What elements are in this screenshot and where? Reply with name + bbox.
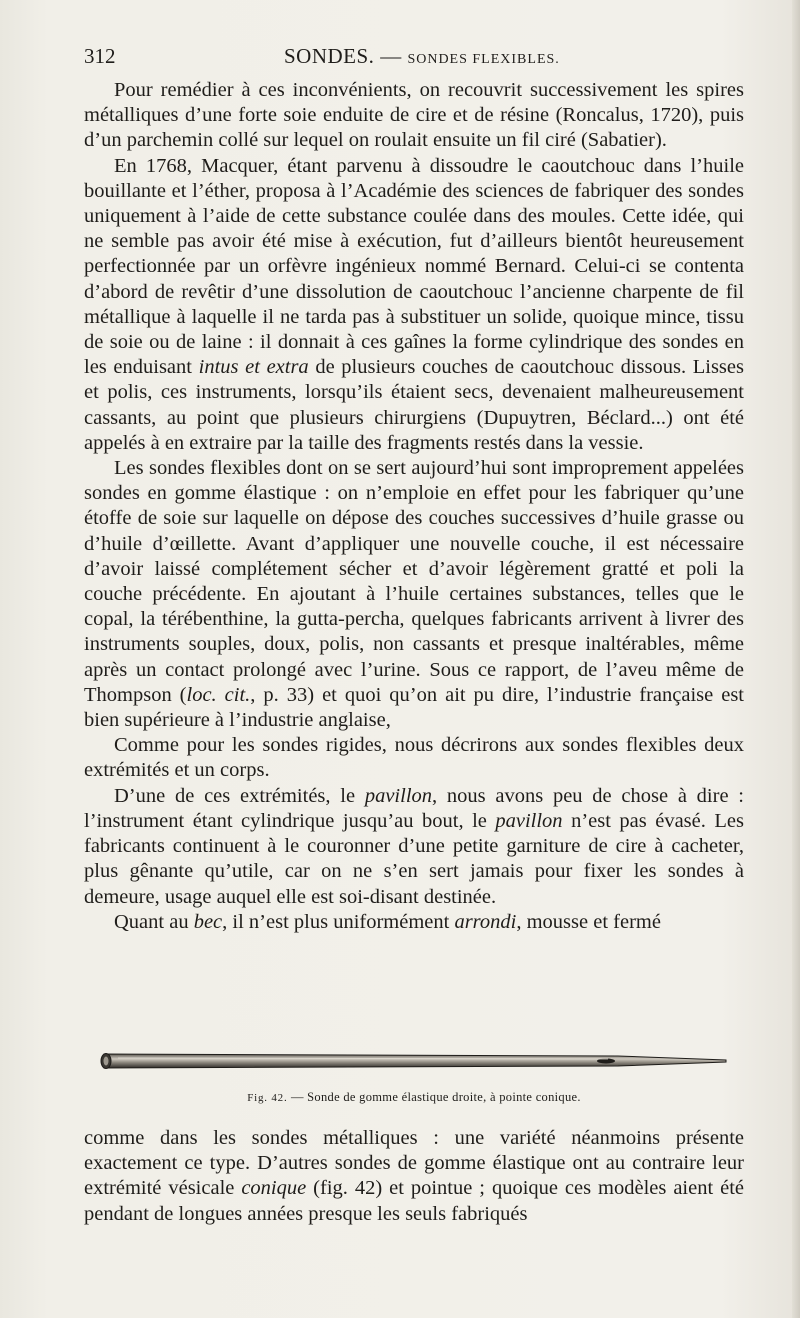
paragraph: Quant au bec, il n’est plus uniformément arrondi, mousse et fermé (114, 910, 661, 933)
title-main: SONDES. (284, 44, 375, 68)
catheter-illustration (98, 1046, 738, 1076)
title-sub: SONDES FLEXIBLES. (407, 52, 560, 67)
paragraph: D’une de ces extrémités, le pavillon, nous avons peu de chose à dire : l’instrument étant cylindrique jusqu’au bout, le pavillon n’est pas évasé. Les fabricants continuent à le couronner d’une petite garniture de cire à cacheter, plus gênante qu’utile, car on ne s’en sert jamais pour fixer les sondes à demeure, usage auquel elle est soi-disant destinée. (84, 784, 745, 908)
figure-caption (84, 1090, 744, 1105)
paragraph: Les sondes flexibles dont on se sert aujourd’hui sont improprement appelées sondes en gomme élastique : on n’emploie en effet pour les fabriquer qu’une étoffe de soie sur laquelle on dépose des couches successives d’huile grasse ou d’huile d’œillette. Avant d’appliquer une nouvelle couche, il est nécessaire d’avoir laissé complétement sécher et d’avoir légèrement gratté et poli la couche précédente. En ajoutant à l’huile certaines substances, telles que le copal, la térébenthine, la gutta-percha, quelques fabricants arrivent à livrer des instruments souples, doux, polis, non cassants et presque inaltérables, même après un contact prolongé avec l’urine. Sous ce rapport, de l’aveu même de Thompson (loc. cit., p. 33) et quoi qu’on ait pu dire, l’industrie française est bien supérieure à l’industrie anglaise, (84, 457, 744, 732)
paragraph: Pour remédier à ces inconvénients, on recouvrit successivement les spires métalliques d’une forte soie enduite de cire et de résine (Roncalus, 1720), puis d’un parchemin collé sur lequel on roulait ensuite un fil ciré (Sabatier). (84, 79, 744, 152)
paragraph: comme dans les sondes métalliques : une variété néanmoins présente exactement ce type. D’autres sondes de gomme élastique ont au contraire leur extrémité vésicale conique (fig. 42) et pointue ; quoique ces modèles aient été pendant de longues années presque les seuls fabriqués (84, 1127, 744, 1225)
body-text-top (84, 78, 744, 935)
figure-label: Fig. 42. (247, 1092, 288, 1104)
running-header (84, 44, 744, 72)
body-text-bottom (84, 1126, 744, 1227)
paragraph: En 1768, Macquer, étant parvenu à dissoudre le caoutchouc dans l’huile bouillante et l’éther, proposa à l’Académie des sciences de fabriquer des sondes uniquement à l’aide de cette substance coulée dans des moules. Cette idée, qui ne semble pas avoir été mise à exécution, fut d’ailleurs bientôt heureusement perfectionnée par un orfèvre ingénieux nommé Bernard. Celui-ci se contenta d’abord de revêtir d’une dissolution de caoutchouc l’ancienne charpente de fil métallique à laquelle il ne tarda pas à substituer un solide, quoique mince, tissu de soie ou de laine : il donnait à ces gaînes la forme cylindrique des sondes en les enduisant intus et extra de plusieurs couches de caoutchouc dissous. Lisses et polis, ces instruments, lorsqu’ils étaient secs, devenaient malheureusement cassants, au point que plusieurs chirurgiens (Dupuytren, Béclard...) ont été appelés à en extraire par la taille des fragments restés dans la vessie. (84, 154, 744, 454)
figure-caption-text: — Sonde de gomme élastique droite, à pointe conique. (287, 1090, 581, 1104)
page-edge-shadow (792, 0, 800, 1318)
page-number: 312 (84, 44, 116, 68)
running-title (284, 44, 560, 69)
title-dash: — (374, 44, 408, 68)
figure-42 (84, 1040, 744, 1116)
paragraph: Comme pour les sondes rigides, nous décrirons aux sondes flexibles deux extrémités et un corps. (84, 734, 744, 782)
